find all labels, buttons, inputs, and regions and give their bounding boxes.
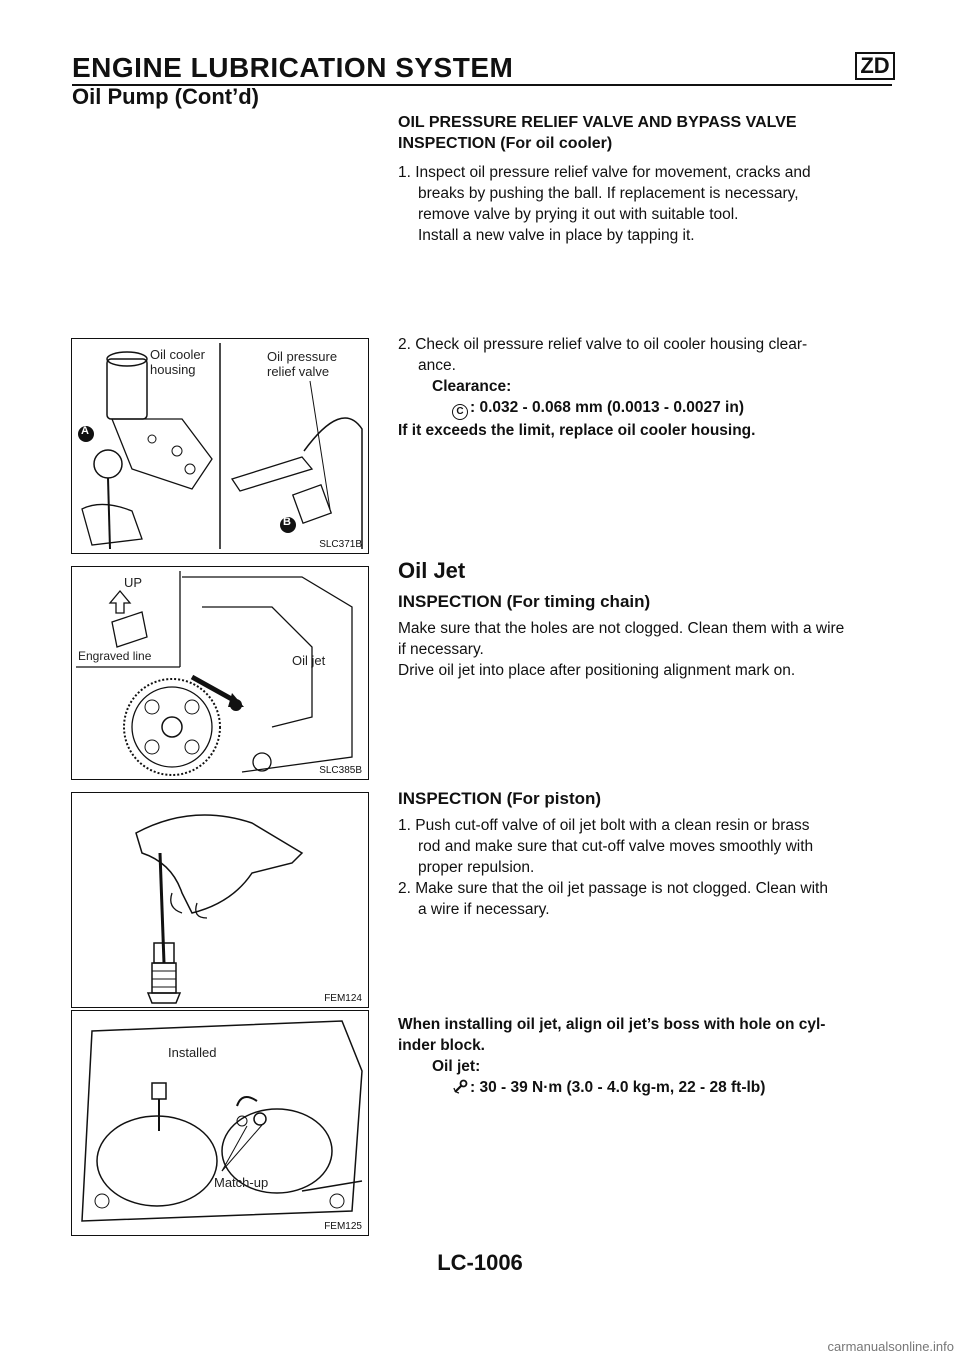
section-clearance <box>398 334 892 441</box>
page-number: LC-1006 <box>437 1250 523 1275</box>
paragraph: Drive oil jet into place after positioning alignment mark on. <box>398 662 796 679</box>
instruction-text: When installing oil jet, align oil jet’s boss with hole on cyl- <box>398 1016 826 1033</box>
instruction-text: inder block. <box>398 1037 485 1054</box>
oil-jet-illustration <box>72 567 368 779</box>
section-oil-jet <box>398 560 892 681</box>
step-text: 2. Check oil pressure relief valve to oil cooler housing clear- <box>398 336 808 353</box>
spec-value-row <box>398 397 892 420</box>
figure-oil-jet-piston <box>71 792 369 1008</box>
page-subtitle: Oil Pump (Cont’d) <box>72 84 259 109</box>
step-text: rod and make sure that cut-off valve moves smoothly with <box>418 838 814 855</box>
section-install <box>398 1014 892 1101</box>
spec-value: : 30 - 39 N·m (3.0 - 4.0 kg-m, 22 - 28 ft-lb) <box>470 1079 766 1096</box>
step-text: 1. Push cut-off valve of oil jet bolt with a clean resin or brass <box>398 817 810 834</box>
spec-label: Clearance: <box>432 378 512 395</box>
spec-label: Oil jet: <box>432 1058 481 1075</box>
figure-callout: Oil pressure relief valve <box>267 349 338 379</box>
spec-note: If it exceeds the limit, replace oil cooler housing. <box>398 422 756 439</box>
figure-callout: UP <box>124 575 143 590</box>
cylinder-block-illustration <box>72 1011 368 1235</box>
figure-code: FEM125 <box>324 1221 362 1232</box>
figure-callout: Engraved line <box>78 649 152 663</box>
figure-callout: Installed <box>168 1045 217 1060</box>
figure-oil-jet-install <box>71 1010 369 1236</box>
figure-code: FEM124 <box>324 993 362 1004</box>
spec-value-row <box>398 1077 892 1101</box>
marker-b: B <box>283 516 291 528</box>
figure-callout: Oil cooler housing <box>150 347 205 377</box>
section-heading: OIL PRESSURE RELIEF VALVE AND BYPASS VALVE <box>398 114 797 131</box>
step-text: remove valve by prying it out with suitable tool. <box>418 206 739 223</box>
figure-code: SLC371B <box>319 539 362 550</box>
oil-jet-bolt-illustration <box>72 793 368 1007</box>
figure-relief-valve <box>71 338 369 554</box>
step-text: proper repulsion. <box>418 859 535 876</box>
step-text: Install a new valve in place by tapping it. <box>418 227 695 244</box>
section-relief-valve <box>398 112 892 246</box>
torque-wrench-icon <box>452 1079 468 1101</box>
step-text: a wire if necessary. <box>418 901 550 918</box>
paragraph: Make sure that the holes are not clogged. Clean them with a wire <box>398 620 845 637</box>
paragraph: if necessary. <box>398 641 484 658</box>
figure-code: SLC385B <box>319 765 362 776</box>
step-text: ance. <box>418 357 456 374</box>
step-text: 1. Inspect oil pressure relief valve for movement, cracks and <box>398 164 811 181</box>
spec-value: : 0.032 - 0.068 mm (0.0013 - 0.0027 in) <box>470 399 744 416</box>
section-title: Oil Jet <box>398 558 466 583</box>
section-piston <box>398 788 892 920</box>
step-text: 2. Make sure that the oil jet passage is not clogged. Clean with <box>398 880 828 897</box>
figure-callout: Oil jet <box>292 653 326 668</box>
model-badge: ZD <box>855 52 895 80</box>
watermark: carmanualsonline.info <box>827 1339 954 1354</box>
marker-a: A <box>81 425 89 437</box>
figure-callout: Match-up <box>214 1175 269 1190</box>
figure-oil-jet-timing <box>71 566 369 780</box>
section-heading: INSPECTION (For piston) <box>398 789 602 808</box>
step-text: breaks by pushing the ball. If replacement is necessary, <box>418 185 799 202</box>
section-heading: INSPECTION (For oil cooler) <box>398 135 613 152</box>
clearance-icon: C <box>452 404 468 420</box>
header-title: ENGINE LUBRICATION SYSTEM <box>72 52 514 83</box>
section-heading: INSPECTION (For timing chain) <box>398 592 651 611</box>
